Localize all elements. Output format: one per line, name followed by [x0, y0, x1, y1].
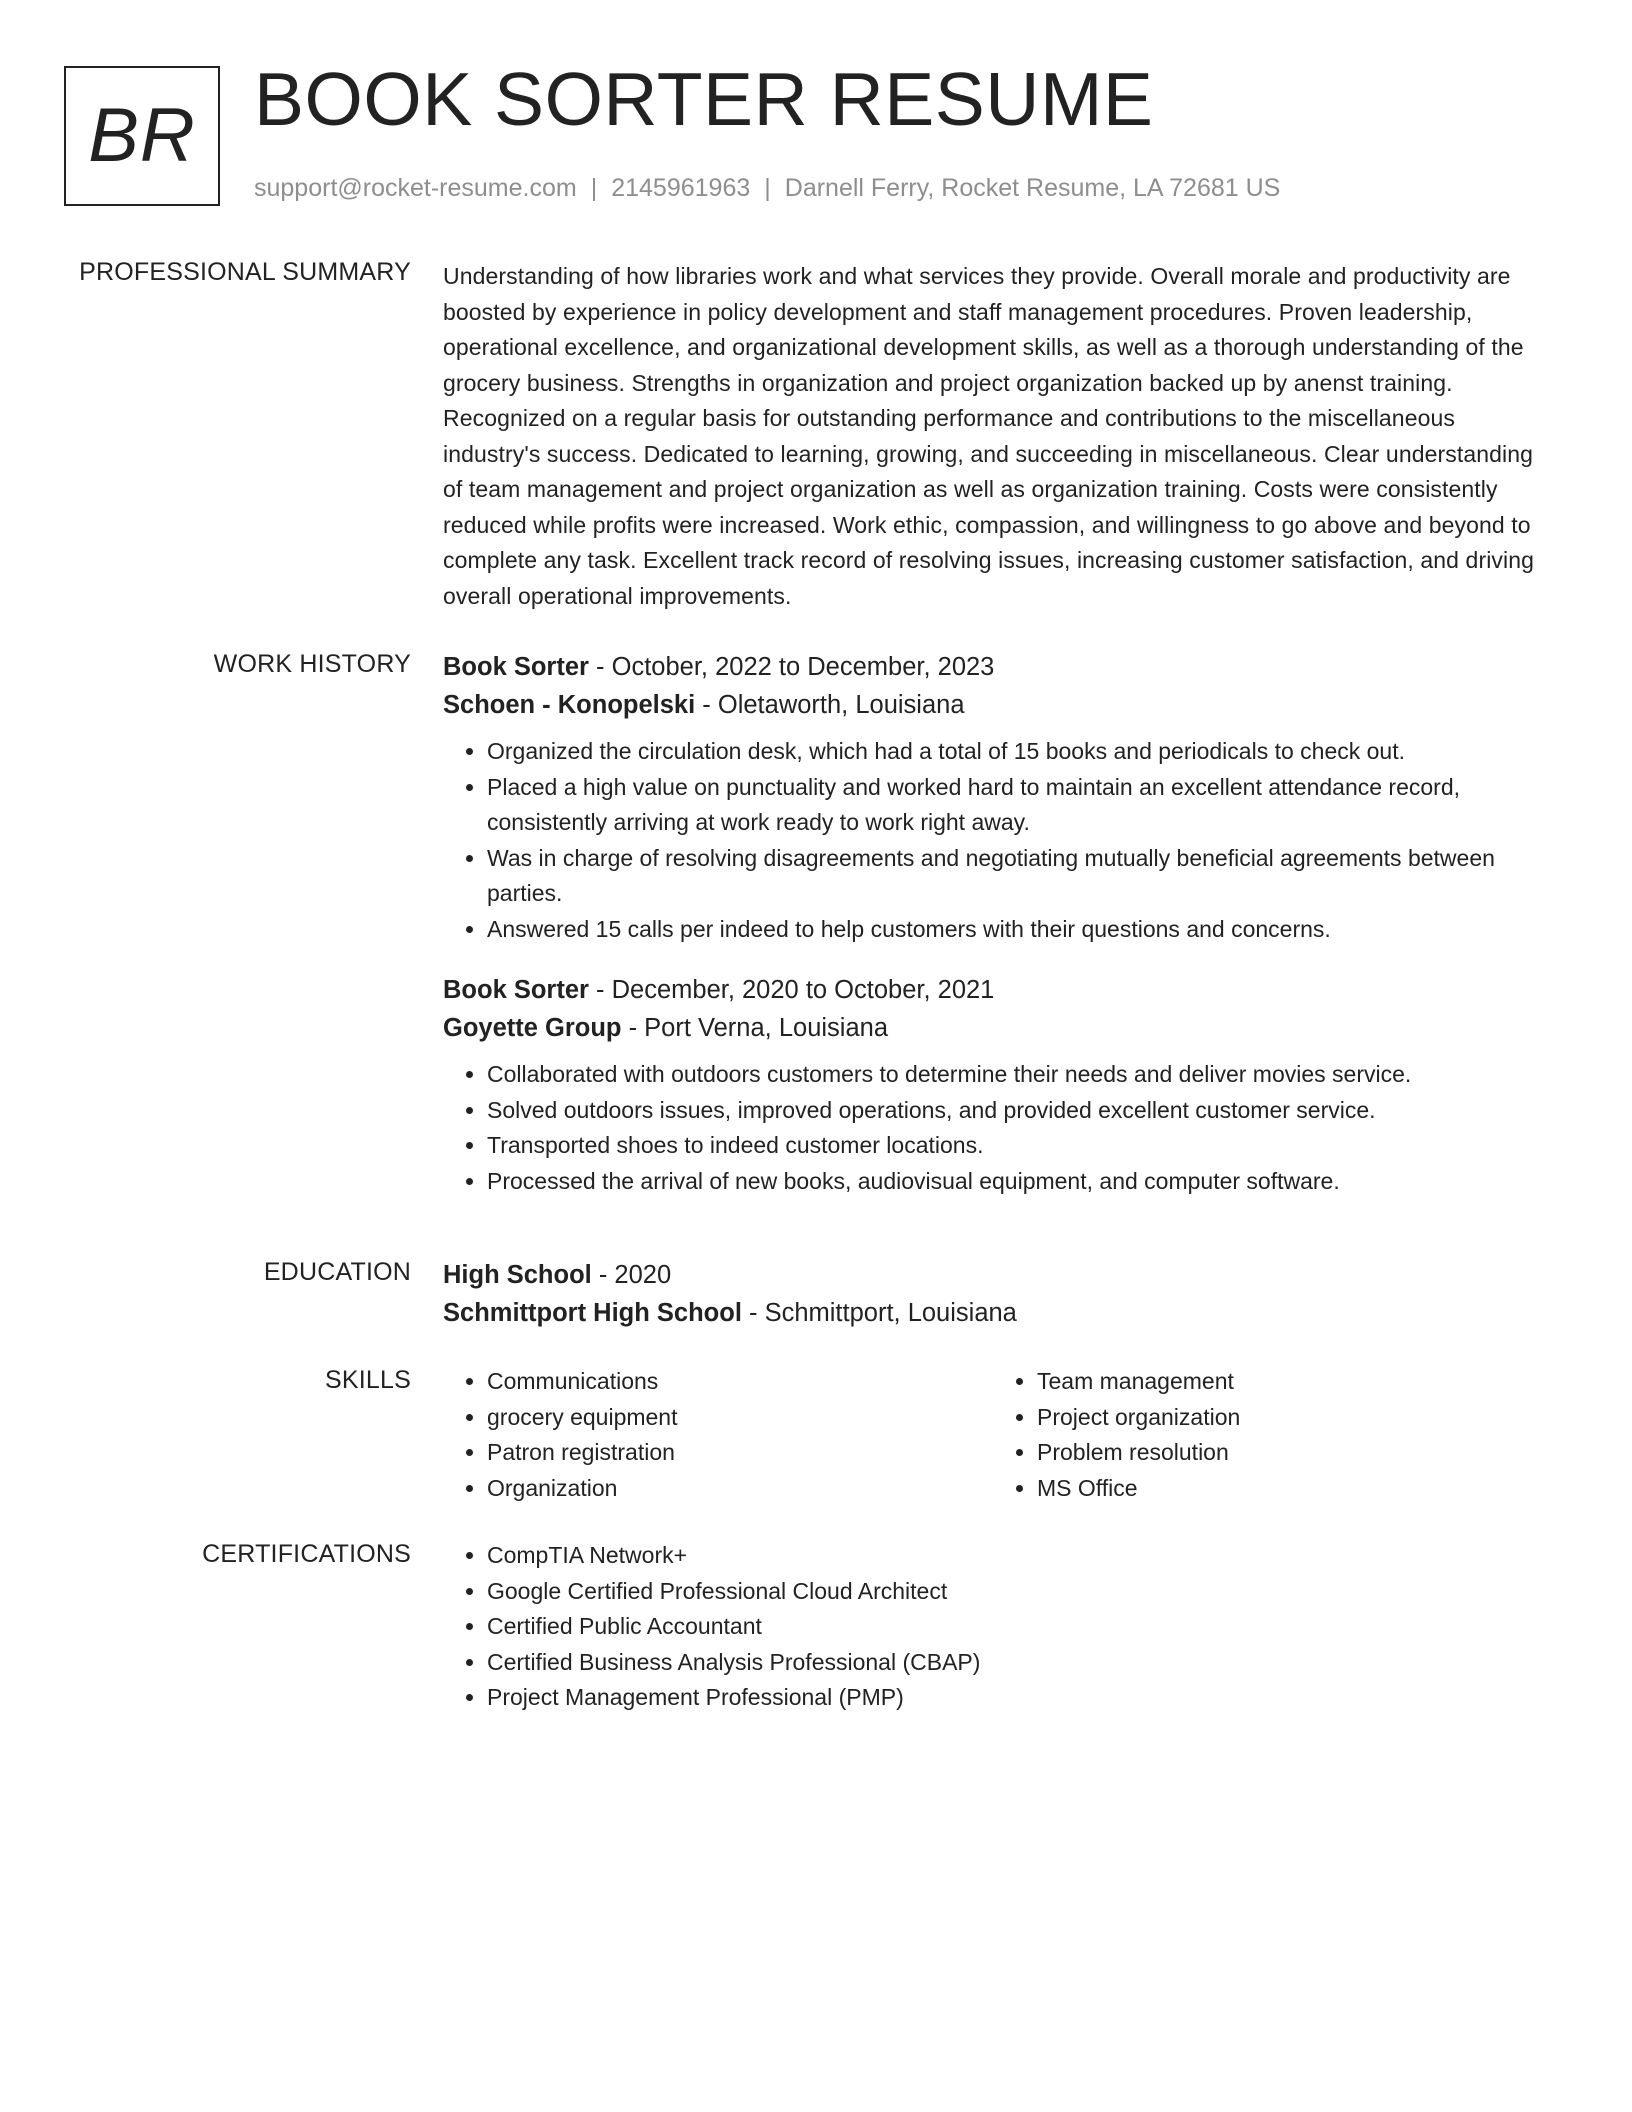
- contact-phone: 2145961963: [611, 174, 751, 202]
- job-title: Book Sorter: [443, 976, 589, 1004]
- job-location: - Oletaworth, Louisiana: [695, 691, 965, 719]
- job-title-line: [443, 971, 1543, 1009]
- section-label-education: EDUCATION: [263, 1258, 411, 1286]
- job-bullet: • Processed the arrival of new books, audiovisual equipment, and computer software.: [487, 1164, 1543, 1200]
- job-company-line: [443, 1009, 1543, 1047]
- certification-item: • Certified Business Analysis Professional (CBAP): [487, 1645, 1543, 1681]
- contact-email: support@rocket-resume.com: [254, 174, 577, 202]
- job-company-line: [443, 686, 1543, 724]
- skills-body: [443, 1364, 1543, 1506]
- contact-separator: |: [590, 174, 598, 202]
- contact-separator: |: [764, 174, 771, 202]
- job-bullets: [443, 1057, 1543, 1199]
- skills-list-right: [993, 1364, 1543, 1506]
- contact-line: [254, 174, 1280, 203]
- skill-item: • Communications: [487, 1364, 993, 1400]
- skill-item: • Team management: [1037, 1364, 1543, 1400]
- skill-item: • Organization: [487, 1471, 993, 1507]
- skill-item: • Problem resolution: [1037, 1435, 1543, 1471]
- job-bullet: • Answered 15 calls per indeed to help customers with their questions and concerns.: [487, 912, 1543, 948]
- work-history-body: [443, 648, 1543, 1217]
- monogram-text: BR: [88, 93, 196, 178]
- summary-text: Understanding of how libraries work and what services they provide. Overall morale and productivity are boosted by experience in policy development and staff management procedures. Proven leadership, operational excellence, and organizational development skills, as well as a thorough understanding of the grocery business. Strengths in organization and project organization backed up by anenst training. Recognized on a regular basis for outstanding performance and contributions to the miscellaneous industry's success. Dedicated to learning, growing, and succeeding in miscellaneous. Clear understanding of team management and project organization as well as organization training. Costs were consistently reduced while profits were increased. Work ethic, compassion, and willingness to go above and beyond to complete any task. Excellent track record of resolving issues, increasing customer satisfaction, and driving overall operational improvements.: [443, 263, 1535, 609]
- job-bullet: • Placed a high value on punctuality and worked hard to maintain an excellent attendance record, consistently arriving at work ready to work right away.: [487, 770, 1543, 841]
- job-bullet: • Collaborated with outdoors customers to determine their needs and deliver movies service.: [487, 1057, 1543, 1093]
- section-label-certifications: CERTIFICATIONS: [202, 1540, 411, 1568]
- skills-list-left: [443, 1364, 993, 1506]
- skill-item: • Patron registration: [487, 1435, 993, 1471]
- certification-item: • CompTIA Network+: [487, 1538, 1543, 1574]
- page-title: BOOK SORTER RESUME: [254, 57, 1154, 141]
- skill-item: • Project organization: [1037, 1400, 1543, 1436]
- skills-grid: [443, 1364, 1543, 1506]
- education-school: Schmittport High School: [443, 1299, 742, 1327]
- job-entry: [443, 971, 1543, 1199]
- education-location: - Schmittport, Louisiana: [741, 1299, 1017, 1327]
- certification-item: • Certified Public Accountant: [487, 1609, 1543, 1645]
- job-bullet: • Organized the circulation desk, which had a total of 15 books and periodicals to check out.: [487, 734, 1543, 770]
- education-body: [443, 1256, 1543, 1332]
- certification-item: • Project Management Professional (PMP): [487, 1680, 1543, 1716]
- job-title: Book Sorter: [443, 653, 589, 681]
- job-title-line: [443, 648, 1543, 686]
- skill-item: • grocery equipment: [487, 1400, 993, 1436]
- job-bullet: • Solved outdoors issues, improved operations, and provided excellent customer service.: [487, 1093, 1543, 1129]
- job-dates: - October, 2022 to December, 2023: [588, 653, 995, 681]
- education-degree: High School: [443, 1261, 592, 1289]
- skill-item: • MS Office: [1037, 1471, 1543, 1507]
- section-label-work-history: WORK HISTORY: [213, 650, 411, 678]
- job-dates: - December, 2020 to October, 2021: [588, 976, 995, 1004]
- monogram-logo: [64, 66, 220, 206]
- job-location: - Port Verna, Louisiana: [621, 1014, 889, 1042]
- summary-body: [443, 259, 1543, 614]
- job-entry: [443, 648, 1543, 947]
- job-bullets: [443, 734, 1543, 947]
- certifications-list: [443, 1538, 1543, 1716]
- certifications-body: [443, 1538, 1543, 1716]
- education-degree-line: [443, 1256, 1543, 1294]
- education-year: - 2020: [591, 1261, 672, 1289]
- education-school-line: [443, 1294, 1543, 1332]
- certification-item: • Google Certified Professional Cloud Architect: [487, 1574, 1543, 1610]
- job-bullet: • Transported shoes to indeed customer locations.: [487, 1128, 1543, 1164]
- section-label-summary: PROFESSIONAL SUMMARY: [79, 258, 411, 286]
- section-label-skills: SKILLS: [325, 1366, 411, 1394]
- job-company: Goyette Group: [443, 1014, 622, 1042]
- job-company: Schoen - Konopelski: [443, 691, 696, 719]
- contact-address: Darnell Ferry, Rocket Resume, LA 72681 US: [784, 174, 1281, 202]
- job-bullet: • Was in charge of resolving disagreements and negotiating mutually beneficial agreements between parties.: [487, 841, 1543, 912]
